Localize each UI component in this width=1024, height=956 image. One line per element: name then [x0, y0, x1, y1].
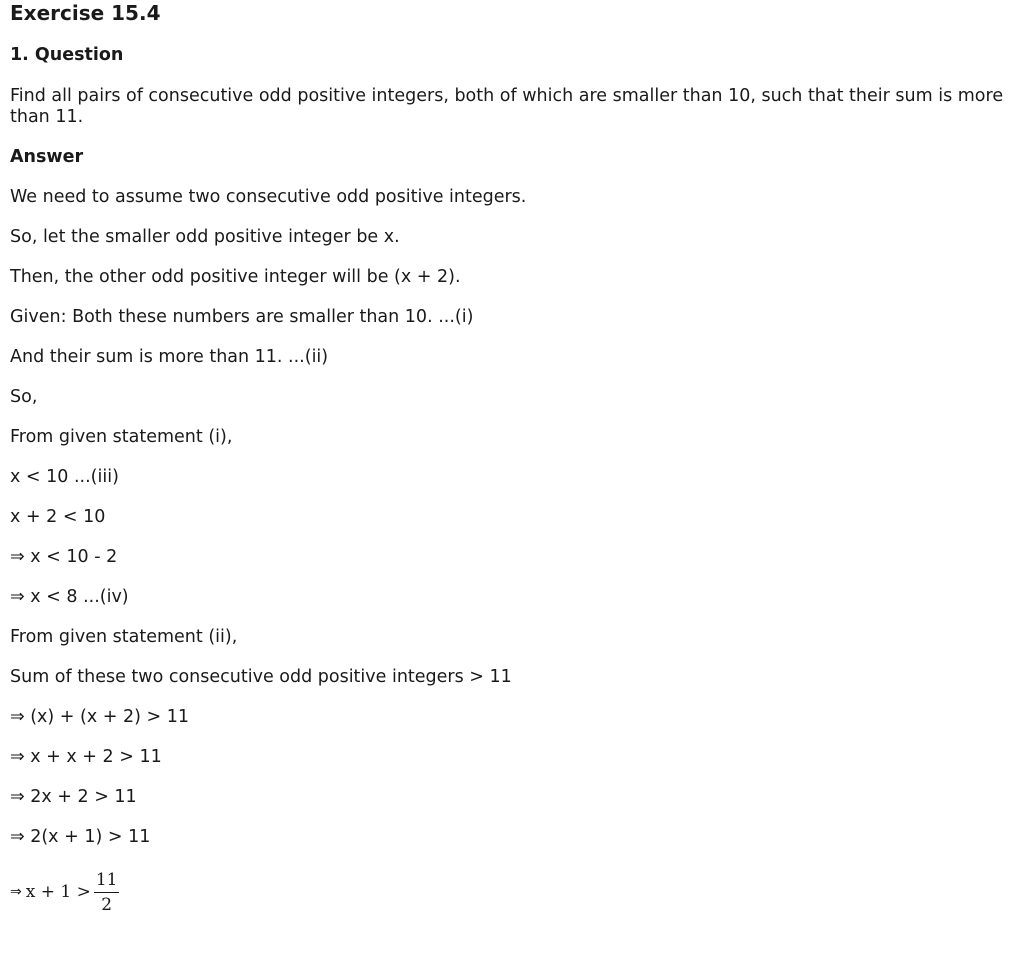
implies-arrow: ⇒: [10, 884, 22, 900]
answer-line: Given: Both these numbers are smaller than 10. ...(i): [10, 307, 474, 327]
math-line: x + 2 < 10: [10, 507, 106, 527]
math-line: ⇒ x < 8 ...(iv): [10, 587, 129, 607]
answer-line: From given statement (i),: [10, 427, 233, 447]
fraction-math-line: [10, 864, 119, 920]
answer-line: From given statement (ii),: [10, 627, 238, 647]
math-line: ⇒ 2(x + 1) > 11: [10, 827, 151, 847]
fraction-numerator: 11: [94, 871, 120, 893]
exercise-title: Exercise 15.4: [10, 1, 161, 25]
answer-heading: Answer: [10, 147, 84, 167]
math-line: ⇒ (x) + (x + 2) > 11: [10, 707, 190, 727]
answer-line: So,: [10, 387, 38, 407]
math-line: x < 10 ...(iii): [10, 467, 119, 487]
answer-line: Sum of these two consecutive odd positive integers > 11: [10, 667, 512, 687]
answer-line: Then, the other odd positive integer will be (x + 2).: [10, 267, 461, 287]
fraction: [94, 871, 120, 914]
answer-line: So, let the smaller odd positive integer be x.: [10, 227, 400, 247]
answer-line: We need to assume two consecutive odd positive integers.: [10, 187, 527, 207]
math-line: ⇒ 2x + 2 > 11: [10, 787, 137, 807]
math-line: ⇒ x < 10 - 2: [10, 547, 118, 567]
question-heading: 1. Question: [10, 45, 124, 65]
math-line: ⇒ x + x + 2 > 11: [10, 747, 162, 767]
answer-line: And their sum is more than 11. ...(ii): [10, 347, 329, 367]
question-text: Find all pairs of consecutive odd positive integers, both of which are smaller than 10, such that their sum is more than 11.: [10, 86, 1004, 127]
fraction-denominator: 2: [101, 894, 113, 915]
fraction-lhs: x + 1 >: [25, 882, 91, 902]
